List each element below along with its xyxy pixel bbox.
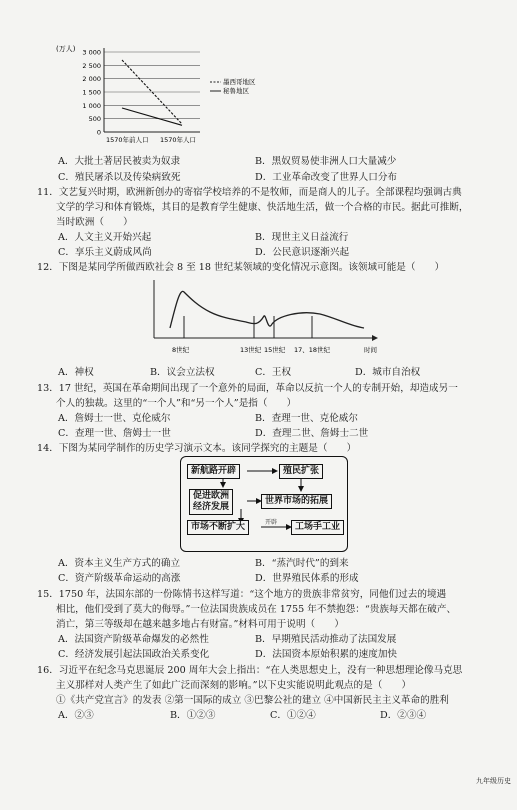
q13-stem-line1: 13．17 世纪，英国在革命期间出现了一个意外的局面，革命以反抗一个人的专制开始，却造成另一	[37, 383, 458, 394]
trend-chart	[140, 276, 390, 360]
legend-peru: 秘鲁地区	[223, 87, 249, 95]
q10-option-d[interactable]: D．工业革命改变了世界人口分布	[255, 172, 398, 183]
y-tick-label: 3 000	[82, 48, 101, 57]
q15-option-d[interactable]: D．法国资本原始积累的速度加快	[255, 649, 398, 660]
q15-stem-line1: 15．1750 年，法国东部的一份陈情书这样写道：“这个地方的贵族非常贫穷，同他们过去的境遇	[37, 589, 447, 600]
y-tick-label: 0	[96, 128, 101, 137]
q11-option-a[interactable]: A．人文主义开始兴起	[58, 232, 152, 243]
q14-option-a[interactable]: A．资本主义生产方式的确立	[58, 558, 181, 569]
q11-stem-line3: 当时欧洲（ ）	[56, 217, 133, 228]
tick-label-17c: 17、18世纪	[294, 346, 331, 354]
box-world-market: 世界市场的拓展	[261, 494, 332, 509]
trend-curve	[170, 291, 364, 328]
q16-option-d[interactable]: D．②③④	[380, 710, 427, 721]
q16-stem-line2: 主义那样对人类产生了如此广泛而深刻的影响。”以下史实能说明此观点的是（ ）	[56, 680, 412, 691]
q15-stem-line2: 相比，他们受到了莫大的侮辱。”一位法国贵族成员在 1755 年不禁抱怨：“贵族每天都在破产、	[56, 604, 457, 615]
q14-option-c[interactable]: C．资产阶级革命运动的高涨	[58, 573, 181, 584]
q11-option-d[interactable]: D．公民意识逐渐兴起	[255, 247, 350, 258]
q13-option-b[interactable]: B．查理一世、克伦威尔	[255, 413, 358, 424]
q11-stem-line2: 文学的学习和体育锻炼，其目的是教育学生健康、快活地生活，做一个合格的市民。据此可推断，	[56, 202, 469, 213]
q15-option-a[interactable]: A．法国资产阶级革命爆发的必然性	[58, 634, 209, 645]
q12-option-d[interactable]: D．城市自治权	[355, 367, 421, 378]
tick-label-8c: 8世纪	[172, 346, 190, 354]
y-tick-label: 500	[88, 115, 101, 124]
q11-option-b[interactable]: B．现世主义日益流行	[255, 232, 349, 243]
q10-option-b[interactable]: B．黑奴贸易使非洲人口大量减少	[255, 156, 397, 167]
q13-stem-line2: 个人的独裁。这里的“一个人”和“另一个人”是指（ ）	[56, 398, 297, 409]
q12-option-a[interactable]: A．神权	[58, 367, 94, 378]
y-axis-label: (万人)	[56, 45, 76, 53]
q14-option-d[interactable]: D．世界殖民体系的形成	[255, 573, 359, 584]
legend-mexico: 墨西哥地区	[223, 78, 256, 86]
tick-label-15c: 15世纪	[264, 346, 286, 354]
box-europe-economy	[189, 489, 233, 515]
q10-option-c[interactable]: C．殖民屠杀以及传染病致死	[58, 172, 181, 183]
q16-option-b[interactable]: B．①②③	[170, 710, 216, 721]
tick-label-time: 时间	[364, 346, 377, 354]
trend-chart-svg	[140, 276, 390, 360]
box-europe-economy-line2: 经济发展	[193, 502, 230, 512]
q12-stem: 12．下图是某同学所做西欧社会 8 至 18 世纪某领域的变化情况示意图。该领域可能是（ ）	[37, 262, 445, 273]
q13-option-d[interactable]: D．查理二世、詹姆士二世	[255, 428, 369, 439]
q10-option-a[interactable]: A．大批土著居民被卖为奴隶	[58, 156, 181, 167]
page-footer: 九年级历史	[476, 777, 511, 785]
box-new-route: 新航路开辟	[187, 464, 240, 479]
box-colonial-expansion: 殖民扩张	[279, 464, 323, 479]
box-workshop: 工场手工业	[291, 520, 344, 535]
tick-label-13c: 13世纪	[240, 346, 262, 354]
box-europe-economy-line1: 促进欧洲	[193, 491, 230, 501]
q13-option-c[interactable]: C．查理一世、詹姆士一世	[58, 428, 171, 439]
q12-option-c[interactable]: C．王权	[255, 367, 292, 378]
q14-option-b[interactable]: B．“蒸汽时代”的到来	[255, 558, 349, 569]
q15-option-b[interactable]: B．早期殖民活动推动了法国发展	[255, 634, 397, 645]
q16-option-c[interactable]: C．①②④	[270, 710, 316, 721]
q13-option-a[interactable]: A．詹姆士一世、克伦威尔	[58, 413, 171, 424]
population-chart	[48, 38, 278, 150]
x-tick-1570: 1570年人口	[160, 136, 197, 144]
q16-stem-line3: ①《共产党宣言》的发表 ②第一国际的成立 ③巴黎公社的建立 ④中国新民主主义革命的胜利	[56, 695, 449, 706]
flow-diagram	[180, 456, 348, 552]
series-peru-line	[122, 108, 182, 125]
q11-option-c[interactable]: C．享乐主义蔚成风尚	[58, 247, 152, 258]
q15-option-c[interactable]: C．经济发展引起法国政治关系变化	[58, 649, 210, 660]
arrow-label: 开辟	[265, 519, 278, 526]
population-chart-svg	[48, 38, 278, 150]
q12-option-b[interactable]: B．议会立法权	[150, 367, 215, 378]
trend-x-arrow	[372, 335, 378, 341]
box-market-expansion: 市场不断扩大	[187, 520, 249, 535]
y-tick-label: 2 000	[82, 75, 101, 84]
y-tick-label: 2 500	[82, 61, 101, 70]
y-tick-label: 1 500	[82, 88, 101, 97]
x-tick-before: 1570年前人口	[106, 136, 149, 144]
y-tick-label: 1 000	[82, 101, 101, 110]
q16-stem-line1: 16．习近平在纪念马克思诞辰 200 周年大会上指出：“在人类思想史上，没有一种思想理论像马克思	[37, 665, 463, 676]
q16-option-a[interactable]: A．②③	[58, 710, 94, 721]
q15-stem-line3: 消亡，第三等级却在越来越多地占有财富。”材料可用于说明（ ）	[56, 619, 344, 630]
q11-stem-line1: 11．文艺复兴时期，欧洲新创办的寄宿学校培养的不是牧师，而是商人的儿子。全部课程均强调古典	[37, 187, 462, 198]
q14-stem: 14．下图为某同学制作的历史学习演示文本。该同学探究的主题是（ ）	[37, 443, 357, 454]
